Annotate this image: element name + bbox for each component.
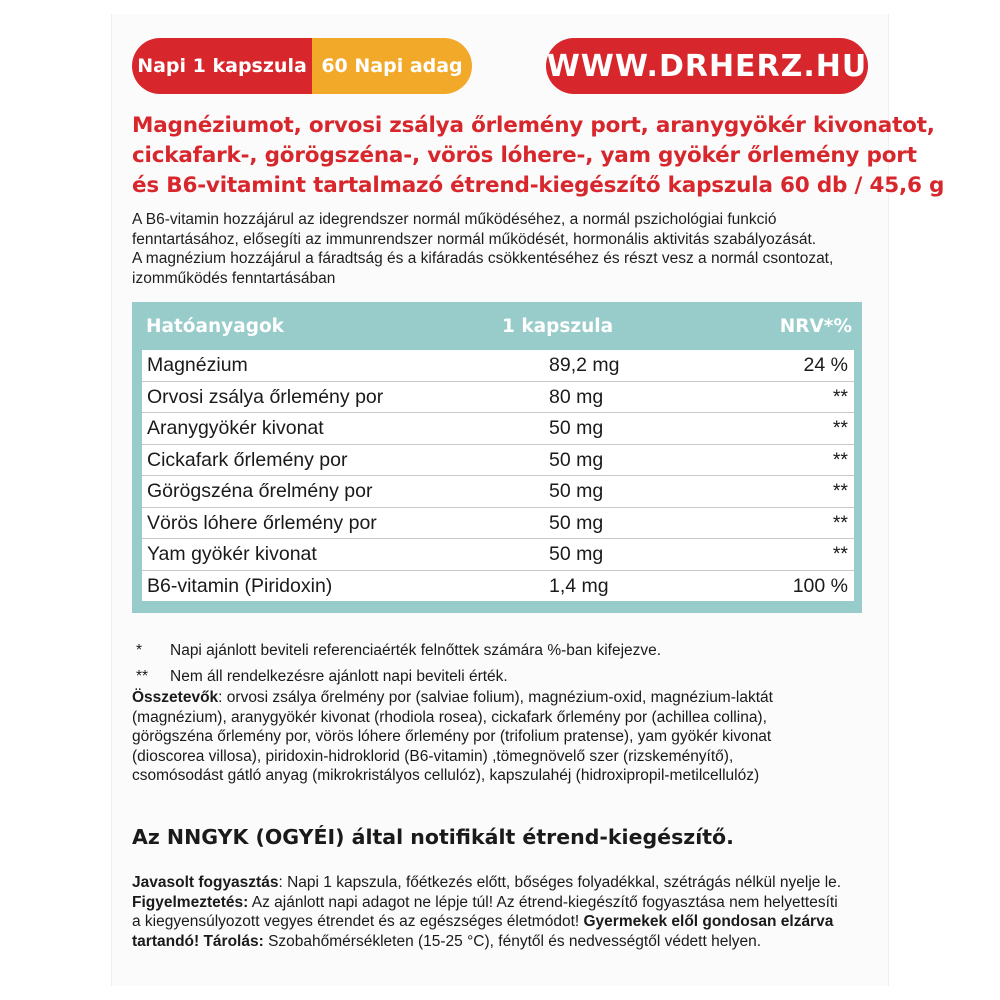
ingredient-amount: 89,2 mg [549,354,620,376]
ingredient-name: Orvosi zsálya őrlemény por [147,385,384,408]
ingredient-nrv: ** [832,448,848,471]
ingredient-nrv: 24 % [803,354,848,376]
notification-statement: Az NNGYK (OGYÉI) által notifikált étrend-kiegészítő. [132,825,734,849]
ingredient-amount: 1,4 mg [549,574,609,597]
table-header [132,302,862,350]
claim-line: izomműködés fenntartásában [132,269,336,287]
usage-line [132,893,872,913]
ingredient-nrv: ** [832,543,848,565]
dosage-badge [132,38,472,94]
servings-badge: 60 Napi adag [312,38,472,94]
ingredients-text: : orvosi zsálya őrelmény por (salviae folium), magnézium-oxid, magnézium-laktát [218,689,773,706]
table-body [142,350,854,601]
claim-line: fenntartásához, elősegíti az immunrendszer normál működését, hormonális aktivitás szabályozását. [132,230,817,248]
footnote [132,638,872,664]
ingredient-amount: 50 mg [549,480,604,502]
title-line: és B6-vitamint tartalmazó étrend-kiegészítő kapszula 60 db / 45,6 g [132,173,945,198]
product-title [132,111,945,201]
footnote-mark: * [136,642,143,659]
table-row [142,476,854,508]
ingredients-line [132,688,872,708]
ingredient-name: Yam gyökér kivonat [147,543,317,565]
warning-text: Az ajánlott napi adagot ne lépje túl! Az étrend-kiegészítő fogyasztása nem helyettesíti [248,893,838,911]
ingredient-name: Görögszéna őrelmény por [147,480,373,502]
storage-text: Szobahőmérsékleten (15-25 °C), fénytől és nedvességtől védett helyen. [263,932,762,950]
ingredient-amount: 80 mg [549,385,604,408]
table-row [142,508,854,540]
ingredient-name: Vörös lóhere őrlemény por [147,511,377,534]
header-nrv: NRV*% [779,316,852,337]
ingredient-nrv: 100 % [792,574,848,597]
daily-dose-badge: Napi 1 kapszula [132,38,312,94]
ingredient-name: Magnézium [147,354,248,376]
ingredient-name: Aranygyökér kivonat [147,417,324,439]
ingredients-list [132,688,872,786]
table-row [142,571,854,602]
warning-text: a kiegyensúlyozott vegyes étrendet és az egészséges életmódot! [132,913,584,931]
table-row [142,413,854,445]
table-row [142,445,854,477]
claim-line: A B6-vitamin hozzájárul az idegrendszer normál működéséhez, a normál pszichológiai funkció [132,211,777,228]
ingredients-line: csomósodást gátló anyag (mikrokristályos cellulóz), kapszulahéj (hidroxipropil-metilcellulóz) [132,767,760,785]
footnotes [132,638,872,690]
usage-line [132,932,872,952]
title-line: Magnéziumot, orvosi zsálya őrlemény port, aranygyökér kivonatot, [132,113,935,138]
title-line: cickafark-, görögszéna-, vörös lóhere-, yam gyökér őrlemény port [132,143,917,168]
nutrition-table [132,302,862,613]
ingredient-nrv: ** [832,480,848,502]
footnote-text: Nem áll rendelkezésre ajánlott napi beviteli érték. [170,668,508,685]
usage-label: Javasolt fogyasztás [132,874,279,891]
ingredients-line: (dioscorea villosa), piridoxin-hidroklorid (B6-vitamin) ,tömegnövelő szer (rizskeményítő), [132,747,734,765]
header-ingredients: Hatóanyagok [146,316,284,337]
ingredient-amount: 50 mg [549,511,604,534]
website-badge[interactable]: WWW.DRHERZ.HU [546,38,868,94]
table-row [142,350,854,382]
ingredient-amount: 50 mg [549,448,604,471]
ingredient-amount: 50 mg [549,543,604,565]
footnote [132,664,872,690]
ingredient-name: B6-vitamin (Piridoxin) [147,574,333,597]
header-per-capsule: 1 kapszula [502,316,614,337]
ingredients-line: görögszéna őrlemény por, vörös lóhere őrlemény por (trifolium pratense), yam gyökér kivonat [132,728,772,746]
ingredient-amount: 50 mg [549,417,604,439]
usage-line [132,873,872,893]
usage-line [132,912,872,932]
ingredients-label: Összetevők [132,689,219,706]
table-row [142,382,854,414]
ingredient-name: Cickafark őrlemény por [147,448,348,471]
badge-row [132,38,868,94]
storage-label: tartandó! Tárolás: [132,932,264,950]
table-row [142,539,854,571]
claim-line: A magnézium hozzájárul a fáradtság és a kifáradás csökkentéséhez és részt vesz a normál csontozat, [132,250,834,267]
usage-instructions [132,873,872,951]
child-warning: Gyermekek elől gondosan elzárva [583,913,834,931]
ingredient-nrv: ** [832,385,848,408]
warning-label: Figyelmeztetés: [132,893,249,911]
ingredient-nrv: ** [832,511,848,534]
ingredient-nrv: ** [832,417,848,439]
ingredients-line: (magnézium), aranygyökér kivonat (rhodiola rosea), cickafark őrlemény por (achillea collina), [132,708,767,726]
usage-text: : Napi 1 kapszula, főétkezés előtt, bőséges folyadékkal, szétrágás nélkül nyelje le. [278,874,842,891]
footnote-mark: ** [136,668,149,685]
health-claims [132,210,872,288]
footnote-text: Napi ajánlott beviteli referenciaérték felnőttek számára %-ban kifejezve. [170,642,662,659]
